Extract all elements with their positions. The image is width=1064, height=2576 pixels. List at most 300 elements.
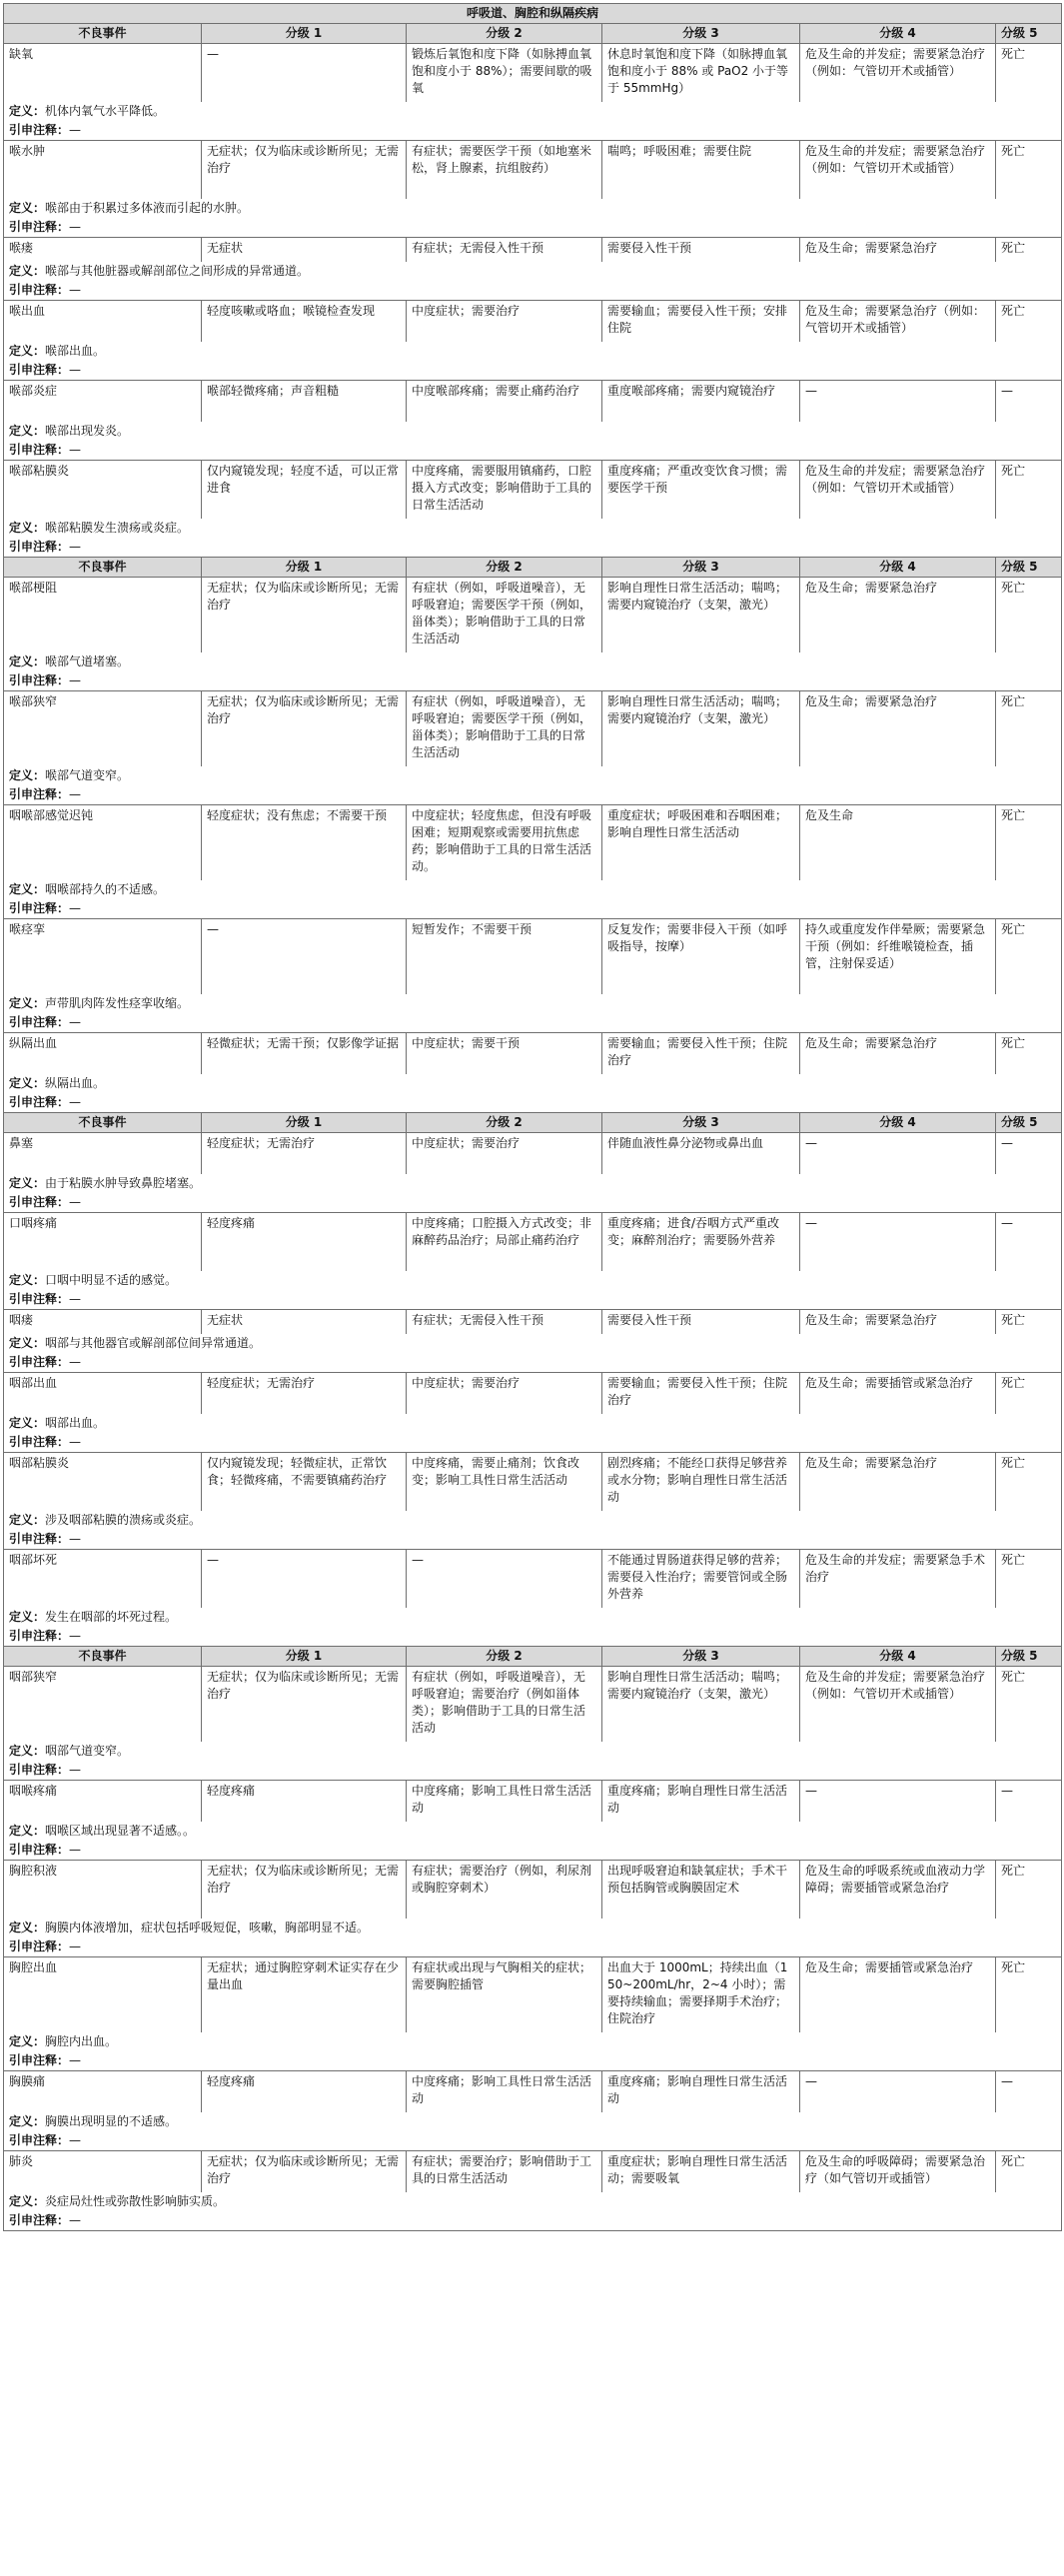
definition-cell: [4, 2192, 1062, 2211]
table-row: [4, 1310, 1062, 1335]
grade-4-cell: 危及生命；需要紧急治疗: [800, 1453, 996, 1512]
definition-label: 定义：: [9, 768, 46, 782]
note-label: 引申注释：: [9, 1763, 70, 1777]
note-text: —: [69, 123, 82, 137]
table-row: [4, 805, 1062, 881]
note-label: 引申注释：: [9, 540, 70, 554]
note-cell: [4, 1193, 1062, 1213]
grade-4-cell: 危及生命；需要紧急治疗（例如：气管切开术或插管）: [800, 301, 996, 343]
note-row: [4, 671, 1062, 691]
definition-row: [4, 994, 1062, 1013]
grade-3-cell: 需要输血；需要侵入性干预；住院治疗: [602, 1033, 800, 1075]
note-row: [4, 361, 1062, 381]
grade-2-cell: 中度疼痛；口腔摄入方式改变；非麻醉药品治疗；局部止痛药治疗: [407, 1213, 602, 1272]
grade-1-cell: 无症状；仅为临床或诊断所见；无需治疗: [202, 141, 407, 200]
definition-label: 定义：: [9, 1076, 46, 1090]
grade-4-cell: —: [800, 381, 996, 423]
grade-1-cell: 轻微症状；无需干预；仅影像学证据: [202, 1033, 407, 1075]
table-row: [4, 1453, 1062, 1512]
grade-2-cell: 中度疼痛；影响工具性日常生活活动: [407, 2071, 602, 2113]
note-label: 引申注释：: [9, 1095, 70, 1109]
grade-2-cell: 有症状；无需侵入性干预: [407, 1310, 602, 1335]
note-row: [4, 1761, 1062, 1781]
note-text: —: [69, 1843, 82, 1857]
note-cell: [4, 218, 1062, 238]
note-cell: [4, 671, 1062, 691]
definition-cell: [4, 880, 1062, 899]
grade-3-cell: 反复发作；需要非侵入干预（如呼吸指导，按摩）: [602, 919, 800, 995]
table-row: [4, 919, 1062, 995]
grade-1-cell: 喉部轻微疼痛；声音粗糙: [202, 381, 407, 423]
definition-cell: [4, 1074, 1062, 1093]
grade-5-cell: 死亡: [996, 1667, 1062, 1743]
grade-4-cell: 危及生命的并发症；需要紧急治疗（例如：气管切开术或插管）: [800, 1667, 996, 1743]
note-cell: [4, 1530, 1062, 1550]
term-cell: 咽部粘膜炎: [4, 1453, 202, 1512]
table-row: [4, 1033, 1062, 1075]
definition-cell: [4, 199, 1062, 218]
note-text: —: [69, 1195, 82, 1209]
note-cell: [4, 361, 1062, 381]
note-cell: [4, 2051, 1062, 2071]
term-cell: 咽部坏死: [4, 1550, 202, 1609]
table-row: [4, 1957, 1062, 2033]
term-cell: 口咽疼痛: [4, 1213, 202, 1272]
definition-text: 咽部气道变窄。: [45, 1744, 130, 1758]
table-row: [4, 2071, 1062, 2113]
header-grade-5: 分级 5: [996, 1647, 1062, 1667]
definition-label: 定义：: [9, 1416, 46, 1430]
table-title: 呼吸道、胸腔和纵隔疾病: [4, 4, 1062, 24]
definition-cell: [4, 102, 1062, 121]
grade-4-cell: 危及生命的并发症；需要紧急治疗（例如：气管切开术或插管）: [800, 461, 996, 520]
grade-3-cell: 需要侵入性干预: [602, 238, 800, 263]
note-row: [4, 1530, 1062, 1550]
note-row: [4, 1013, 1062, 1033]
grade-2-cell: 有症状；需要治疗；影响借助于工具的日常生活活动: [407, 2151, 602, 2193]
grade-2-cell: 有症状；无需侵入性干预: [407, 238, 602, 263]
grade-2-cell: 有症状；需要医学干预（如地塞米松，肾上腺素，抗组胺药）: [407, 141, 602, 200]
grade-3-cell: 伴随血液性鼻分泌物或鼻出血: [602, 1133, 800, 1175]
definition-label: 定义：: [9, 201, 46, 215]
grade-5-cell: 死亡: [996, 691, 1062, 767]
grade-4-cell: 危及生命的并发症；需要紧急治疗（例如：气管切开术或插管）: [800, 141, 996, 200]
note-label: 引申注释：: [9, 123, 70, 137]
header-grade-4: 分级 4: [800, 1647, 996, 1667]
grade-2-cell: 中度疼痛，需要服用镇痛药，口腔摄入方式改变；影响借助于工具的日常生活活动: [407, 461, 602, 520]
definition-label: 定义：: [9, 104, 46, 118]
note-cell: [4, 1353, 1062, 1373]
note-row: [4, 1937, 1062, 1957]
table-row: [4, 1133, 1062, 1175]
definition-row: [4, 2032, 1062, 2051]
definition-cell: [4, 1822, 1062, 1841]
note-row: [4, 121, 1062, 141]
term-cell: 喉水肿: [4, 141, 202, 200]
note-text: —: [69, 363, 82, 377]
note-cell: [4, 1290, 1062, 1310]
header-grade-3: 分级 3: [602, 24, 800, 44]
table-row: [4, 301, 1062, 343]
note-label: 引申注释：: [9, 1292, 70, 1306]
note-row: [4, 1627, 1062, 1647]
note-text: —: [69, 2053, 82, 2067]
grade-3-cell: 重度症状；呼吸困难和吞咽困难；影响自理性日常生活活动: [602, 805, 800, 881]
definition-label: 定义：: [9, 2114, 46, 2128]
table-row: [4, 1373, 1062, 1415]
definition-cell: [4, 1919, 1062, 1937]
note-label: 引申注释：: [9, 1939, 70, 1953]
grade-4-cell: 危及生命: [800, 805, 996, 881]
grade-1-cell: 无症状；仅为临床或诊断所见；无需治疗: [202, 691, 407, 767]
note-text: —: [69, 1763, 82, 1777]
grade-2-cell: 中度喉部疼痛；需要止痛药治疗: [407, 381, 602, 423]
grade-3-cell: 需要输血；需要侵入性干预；住院治疗: [602, 1373, 800, 1415]
definition-cell: [4, 1174, 1062, 1193]
note-text: —: [69, 1939, 82, 1953]
note-row: [4, 2051, 1062, 2071]
definition-cell: [4, 1608, 1062, 1627]
grade-4-cell: 危及生命；需要紧急治疗: [800, 1310, 996, 1335]
term-cell: 纵隔出血: [4, 1033, 202, 1075]
definition-label: 定义：: [9, 882, 46, 896]
note-label: 引申注释：: [9, 283, 70, 297]
definition-text: 声带肌肉阵发性痉挛收缩。: [45, 996, 190, 1010]
definition-label: 定义：: [9, 996, 46, 1010]
note-text: —: [69, 787, 82, 801]
definition-row: [4, 880, 1062, 899]
definition-row: [4, 1919, 1062, 1937]
grade-4-cell: 危及生命；需要紧急治疗: [800, 238, 996, 263]
grade-3-cell: 影响自理性日常生活活动；喘鸣；需要内窥镜治疗（支架，激光）: [602, 1667, 800, 1743]
grade-3-cell: 重度疼痛；影响自理性日常生活活动: [602, 1781, 800, 1823]
note-cell: [4, 538, 1062, 558]
note-label: 引申注释：: [9, 2213, 70, 2227]
note-label: 引申注释：: [9, 1435, 70, 1449]
grade-1-cell: 无症状；仅为临床或诊断所见；无需治疗: [202, 1667, 407, 1743]
header-adverse-event: 不良事件: [4, 1647, 202, 1667]
definition-row: [4, 1174, 1062, 1193]
definition-label: 定义：: [9, 2034, 46, 2048]
header-grade-3: 分级 3: [602, 1647, 800, 1667]
table-row: [4, 238, 1062, 263]
note-text: —: [69, 283, 82, 297]
grade-4-cell: 危及生命；需要紧急治疗: [800, 691, 996, 767]
grade-3-cell: 重度疼痛；影响自理性日常生活活动: [602, 2071, 800, 2113]
definition-cell: [4, 519, 1062, 538]
grade-4-cell: 危及生命；需要紧急治疗: [800, 1033, 996, 1075]
term-cell: 胸腔出血: [4, 1957, 202, 2033]
definition-label: 定义：: [9, 521, 46, 535]
note-cell: [4, 899, 1062, 919]
note-cell: [4, 1093, 1062, 1113]
grade-3-cell: 喘鸣；呼吸困难；需要住院: [602, 141, 800, 200]
term-cell: 喉瘘: [4, 238, 202, 263]
grade-2-cell: 中度症状；需要治疗: [407, 301, 602, 343]
grade-3-cell: 休息时氧饱和度下降（如脉搏血氧饱和度小于 88% 或 PaO2 小于等于 55mmHg）: [602, 44, 800, 103]
note-text: —: [69, 540, 82, 554]
grade-1-cell: 仅内窥镜发现；轻微症状，正常饮食；轻微疼痛，不需要镇痛药治疗: [202, 1453, 407, 1512]
table-row: [4, 1861, 1062, 1920]
header-grade-2: 分级 2: [407, 1647, 602, 1667]
definition-label: 定义：: [9, 1744, 46, 1758]
grade-5-cell: 死亡: [996, 1310, 1062, 1335]
grade-5-cell: 死亡: [996, 1550, 1062, 1609]
table-row: [4, 461, 1062, 520]
grade-5-cell: 死亡: [996, 1033, 1062, 1075]
grade-1-cell: 轻度症状；无需治疗: [202, 1133, 407, 1175]
note-row: [4, 2131, 1062, 2151]
grade-5-cell: 死亡: [996, 1957, 1062, 2033]
definition-label: 定义：: [9, 1176, 46, 1190]
grade-1-cell: 轻度症状；无需治疗: [202, 1373, 407, 1415]
definition-cell: [4, 2112, 1062, 2131]
header-grade-2: 分级 2: [407, 1113, 602, 1133]
note-cell: [4, 2131, 1062, 2151]
header-row: [4, 558, 1062, 578]
note-cell: [4, 1013, 1062, 1033]
note-text: —: [69, 1355, 82, 1369]
grade-3-cell: 剧烈疼痛；不能经口获得足够营养或水分物；影响自理性日常生活活动: [602, 1453, 800, 1512]
note-cell: [4, 1433, 1062, 1453]
note-label: 引申注释：: [9, 1843, 70, 1857]
note-text: —: [69, 1435, 82, 1449]
grade-4-cell: —: [800, 1781, 996, 1823]
term-cell: 缺氧: [4, 44, 202, 103]
header-grade-2: 分级 2: [407, 558, 602, 578]
definition-text: 机体内氧气水平降低。: [45, 104, 166, 118]
note-text: —: [69, 901, 82, 915]
term-cell: 胸膜痛: [4, 2071, 202, 2113]
term-cell: 喉部粘膜炎: [4, 461, 202, 520]
grade-5-cell: —: [996, 1781, 1062, 1823]
definition-row: [4, 1608, 1062, 1627]
definition-text: 炎症局灶性或弥散性影响肺实质。: [45, 2194, 226, 2208]
definition-row: [4, 1334, 1062, 1353]
note-row: [4, 1193, 1062, 1213]
note-label: 引申注释：: [9, 220, 70, 234]
definition-cell: [4, 342, 1062, 361]
note-label: 引申注释：: [9, 1629, 70, 1643]
note-row: [4, 538, 1062, 558]
grade-1-cell: 无症状；仅为临床或诊断所见；无需治疗: [202, 2151, 407, 2193]
note-cell: [4, 121, 1062, 141]
grade-1-cell: 轻度咳嗽或咯血；喉镜检查发现: [202, 301, 407, 343]
note-text: —: [69, 1532, 82, 1546]
definition-cell: [4, 1414, 1062, 1433]
definition-row: [4, 766, 1062, 785]
grade-5-cell: —: [996, 2071, 1062, 2113]
note-cell: [4, 1761, 1062, 1781]
grade-1-cell: 仅内窥镜发现；轻度不适，可以正常进食: [202, 461, 407, 520]
definition-cell: [4, 1334, 1062, 1353]
note-text: —: [69, 2133, 82, 2147]
definition-cell: [4, 766, 1062, 785]
grade-1-cell: —: [202, 919, 407, 995]
header-grade-4: 分级 4: [800, 24, 996, 44]
grade-1-cell: 无症状；仅为临床或诊断所见；无需治疗: [202, 1861, 407, 1920]
grade-4-cell: —: [800, 1133, 996, 1175]
definition-text: 咽部出血。: [45, 1416, 106, 1430]
definition-row: [4, 519, 1062, 538]
header-row: [4, 24, 1062, 44]
definition-label: 定义：: [9, 264, 46, 278]
grade-5-cell: —: [996, 1213, 1062, 1272]
grade-5-cell: —: [996, 381, 1062, 423]
definition-text: 发生在咽部的坏死过程。: [45, 1610, 178, 1624]
header-grade-1: 分级 1: [202, 558, 407, 578]
header-grade-3: 分级 3: [602, 558, 800, 578]
grade-2-cell: 有症状（例如，呼吸道噪音），无呼吸窘迫；需要医学干预（例如，甾体类）；影响借助于工具的日常生活活动: [407, 578, 602, 653]
definition-label: 定义：: [9, 424, 46, 438]
definition-text: 纵隔出血。: [45, 1076, 106, 1090]
note-label: 引申注释：: [9, 2133, 70, 2147]
grade-5-cell: 死亡: [996, 238, 1062, 263]
grade-3-cell: 重度疼痛；严重改变饮食习惯；需要医学干预: [602, 461, 800, 520]
grade-2-cell: —: [407, 1550, 602, 1609]
definition-row: [4, 342, 1062, 361]
note-label: 引申注释：: [9, 1015, 70, 1029]
definition-row: [4, 1822, 1062, 1841]
header-row: [4, 1647, 1062, 1667]
header-row: [4, 1113, 1062, 1133]
table-row: [4, 578, 1062, 653]
definition-cell: [4, 652, 1062, 671]
term-cell: 喉部梗阻: [4, 578, 202, 653]
grade-2-cell: 锻炼后氧饱和度下降（如脉搏血氧饱和度小于 88%）；需要间歇的吸氧: [407, 44, 602, 103]
definition-label: 定义：: [9, 1273, 46, 1287]
note-cell: [4, 281, 1062, 301]
grade-2-cell: 有症状（例如，呼吸道噪音），无呼吸窘迫；需要治疗（例如甾体类）；影响借助于工具的日常生活活动: [407, 1667, 602, 1743]
term-cell: 咽部出血: [4, 1373, 202, 1415]
grade-3-cell: 不能通过胃肠道获得足够的营养；需要侵入性治疗；需要管饲或全肠外营养: [602, 1550, 800, 1609]
grade-1-cell: 轻度疼痛: [202, 2071, 407, 2113]
definition-text: 喉部气道堵塞。: [45, 654, 130, 668]
note-label: 引申注释：: [9, 1355, 70, 1369]
grade-2-cell: 有症状（例如，呼吸道噪音），无呼吸窘迫；需要医学干预（例如，甾体类）；影响借助于工具的日常生活活动: [407, 691, 602, 767]
table-row: [4, 1781, 1062, 1823]
table-row: [4, 691, 1062, 767]
definition-row: [4, 2192, 1062, 2211]
grade-5-cell: 死亡: [996, 2151, 1062, 2193]
note-row: [4, 281, 1062, 301]
definition-cell: [4, 1742, 1062, 1761]
grade-4-cell: 持久或重度发作伴晕厥；需要紧急干预（例如：纤维喉镜检查，插管，注射保妥适）: [800, 919, 996, 995]
definition-text: 喉部与其他脏器或解剖部位之间形成的异常通道。: [45, 264, 310, 278]
grade-4-cell: —: [800, 1213, 996, 1272]
definition-label: 定义：: [9, 2194, 46, 2208]
definition-text: 咽喉区域出现显著不适感。。: [45, 1824, 196, 1838]
note-label: 引申注释：: [9, 787, 70, 801]
term-cell: 咽部狭窄: [4, 1667, 202, 1743]
definition-text: 口咽中明显不适的感觉。: [45, 1273, 178, 1287]
grade-3-cell: 影响自理性日常生活活动；喘鸣；需要内窥镜治疗（支架，激光）: [602, 691, 800, 767]
grade-4-cell: 危及生命；需要紧急治疗: [800, 578, 996, 653]
note-cell: [4, 1627, 1062, 1647]
term-cell: 喉部狭窄: [4, 691, 202, 767]
definition-text: 喉部气道变窄。: [45, 768, 130, 782]
header-grade-4: 分级 4: [800, 1113, 996, 1133]
definition-row: [4, 199, 1062, 218]
note-cell: [4, 1841, 1062, 1861]
term-cell: 肺炎: [4, 2151, 202, 2193]
grade-5-cell: 死亡: [996, 919, 1062, 995]
term-cell: 鼻塞: [4, 1133, 202, 1175]
grade-3-cell: 出现呼吸窘迫和缺氧症状；手术干预包括胸管或胸膜固定术: [602, 1861, 800, 1920]
definition-label: 定义：: [9, 1336, 46, 1350]
note-row: [4, 785, 1062, 805]
ctcae-table: [3, 3, 1062, 2231]
grade-3-cell: 出血大于 1000mL；持续出血（150~200mL/hr，2~4 小时）；需要持续输血；需要择期手术治疗；住院治疗: [602, 1957, 800, 2033]
definition-text: 喉部粘膜发生溃疡或炎症。: [45, 521, 190, 535]
grade-5-cell: 死亡: [996, 44, 1062, 103]
note-row: [4, 1433, 1062, 1453]
definition-label: 定义：: [9, 344, 46, 358]
grade-3-cell: 需要侵入性干预: [602, 1310, 800, 1335]
definition-text: 喉部出血。: [45, 344, 106, 358]
grade-4-cell: 危及生命的呼吸障碍；需要紧急治疗（如气管切开或插管）: [800, 2151, 996, 2193]
grade-4-cell: 危及生命；需要插管或紧急治疗: [800, 1373, 996, 1415]
note-cell: [4, 1937, 1062, 1957]
header-adverse-event: 不良事件: [4, 558, 202, 578]
note-row: [4, 1353, 1062, 1373]
grade-5-cell: —: [996, 1133, 1062, 1175]
grade-3-cell: 影响自理性日常生活活动；喘鸣；需要内窥镜治疗（支架，激光）: [602, 578, 800, 653]
grade-5-cell: 死亡: [996, 1373, 1062, 1415]
definition-text: 胸腔内出血。: [45, 2034, 118, 2048]
grade-4-cell: 危及生命的并发症；需要紧急治疗（例如：气管切开术或插管）: [800, 44, 996, 103]
header-grade-3: 分级 3: [602, 1113, 800, 1133]
definition-cell: [4, 1271, 1062, 1290]
note-row: [4, 441, 1062, 461]
note-cell: [4, 785, 1062, 805]
term-cell: 喉部炎症: [4, 381, 202, 423]
grade-5-cell: 死亡: [996, 805, 1062, 881]
grade-5-cell: 死亡: [996, 1453, 1062, 1512]
note-label: 引申注释：: [9, 673, 70, 687]
grade-2-cell: 中度症状；需要治疗: [407, 1133, 602, 1175]
definition-cell: [4, 2032, 1062, 2051]
definition-text: 咽部与其他器官或解剖部位间异常通道。: [45, 1336, 262, 1350]
grade-1-cell: 轻度症状；没有焦虑；不需要干预: [202, 805, 407, 881]
grade-4-cell: —: [800, 2071, 996, 2113]
note-row: [4, 899, 1062, 919]
definition-cell: [4, 262, 1062, 281]
definition-row: [4, 1511, 1062, 1530]
table-row: [4, 1213, 1062, 1272]
term-cell: 咽喉部感觉迟钝: [4, 805, 202, 881]
grade-4-cell: 危及生命的呼吸系统或血液动力学障碍；需要插管或紧急治疗: [800, 1861, 996, 1920]
note-text: —: [69, 220, 82, 234]
definition-label: 定义：: [9, 1921, 46, 1934]
definition-label: 定义：: [9, 654, 46, 668]
term-cell: 喉痉挛: [4, 919, 202, 995]
table-row: [4, 1550, 1062, 1609]
note-text: —: [69, 1095, 82, 1109]
grade-2-cell: 有症状或出现与气胸相关的症状；需要胸腔插管: [407, 1957, 602, 2033]
grade-2-cell: 中度症状；需要干预: [407, 1033, 602, 1075]
grade-5-cell: 死亡: [996, 1861, 1062, 1920]
definition-label: 定义：: [9, 1824, 46, 1838]
definition-row: [4, 1074, 1062, 1093]
note-row: [4, 218, 1062, 238]
definition-text: 喉部出现发炎。: [45, 424, 130, 438]
definition-text: 咽喉部持久的不适感。: [45, 882, 166, 896]
note-label: 引申注释：: [9, 1532, 70, 1546]
grade-1-cell: 轻度疼痛: [202, 1213, 407, 1272]
note-text: —: [69, 2213, 82, 2227]
header-grade-1: 分级 1: [202, 1113, 407, 1133]
